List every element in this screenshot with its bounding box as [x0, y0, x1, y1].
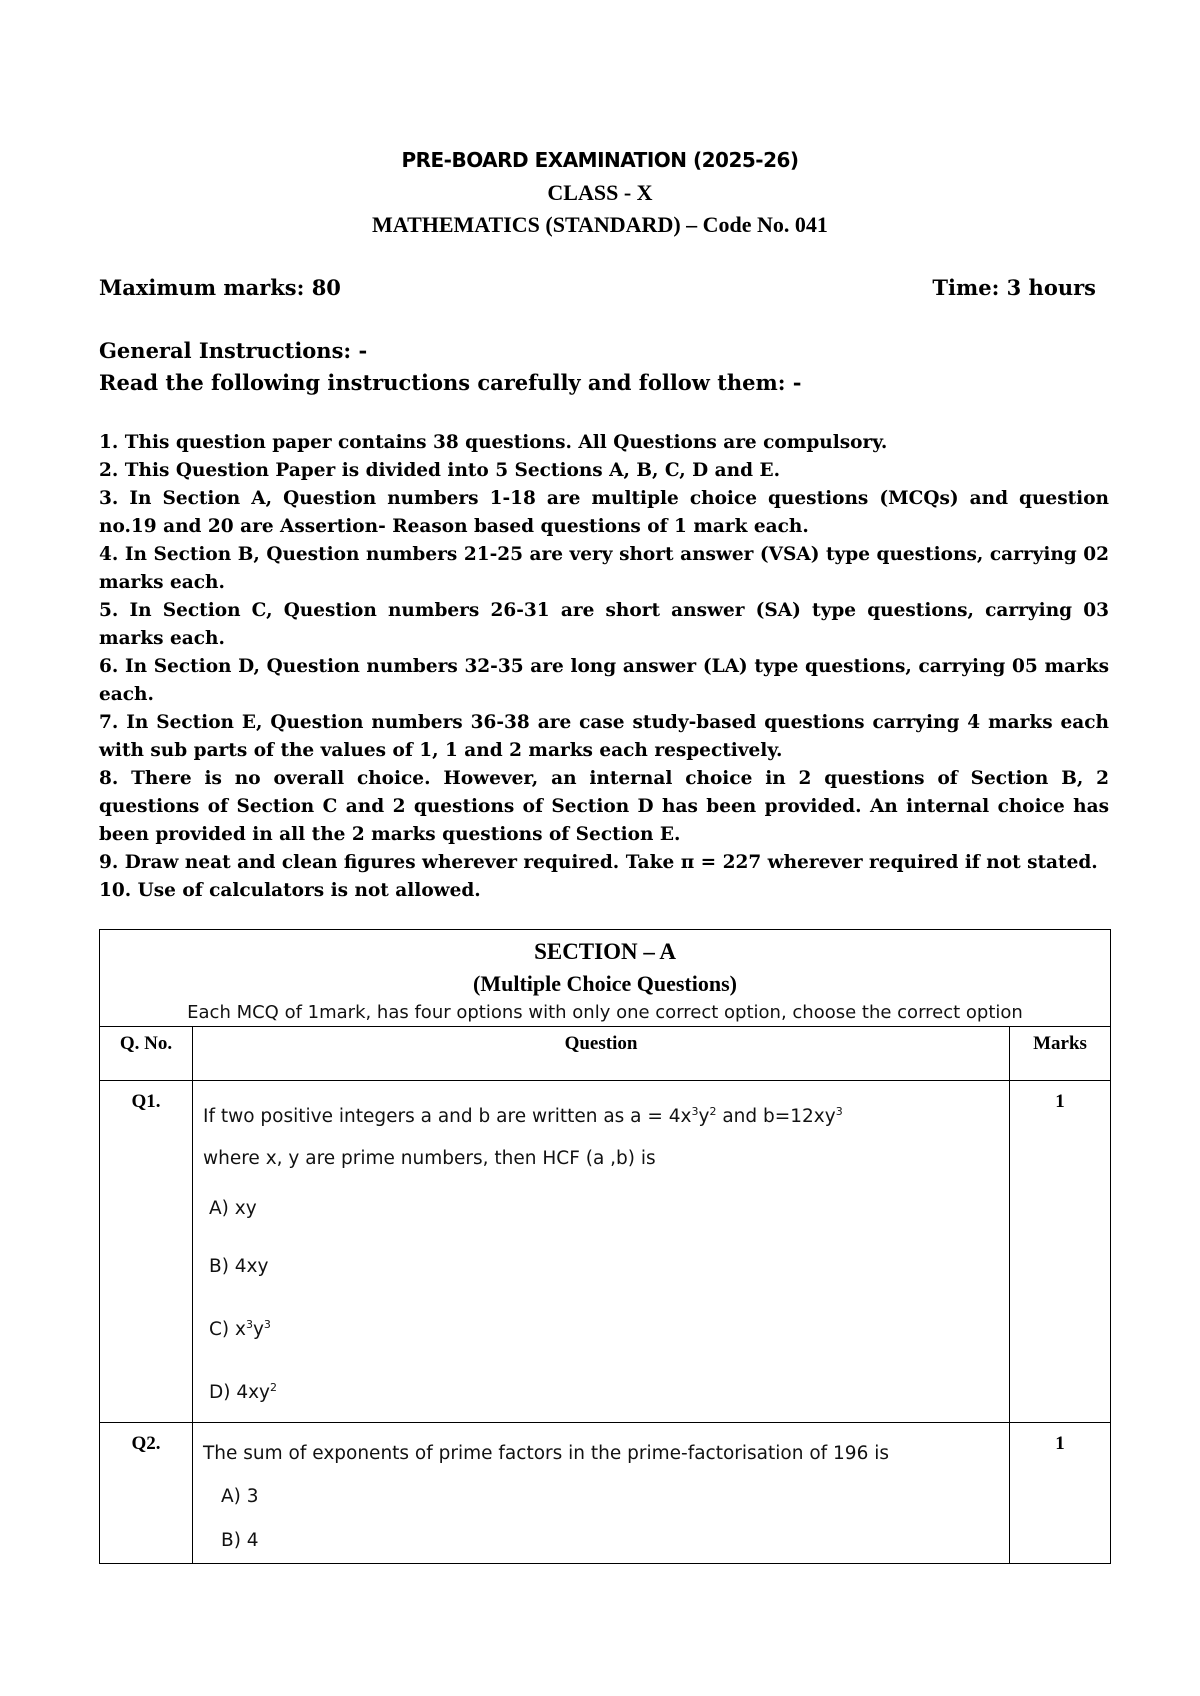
option-c	[203, 1296, 999, 1359]
instruction-item: 9. Draw neat and clean figures wherever required. Take π = 227 wherever required if not stated.	[99, 852, 1098, 873]
subject-title: MATHEMATICS (STANDARD) – Code No. 041	[372, 212, 828, 237]
general-instructions-heading: General Instructions: -	[99, 338, 368, 363]
question-text: The sum of exponents of prime factors in the prime-factorisation of 196 is	[203, 1443, 890, 1464]
question-text-part: and b=12xy	[716, 1106, 836, 1127]
exponent: 2	[270, 1381, 278, 1394]
instructions-subheading: Read the following instructions carefully and follow them: -	[99, 370, 802, 395]
exam-title: PRE-BOARD EXAMINATION (2025-26)	[401, 148, 799, 172]
marks-time-row	[99, 275, 1096, 300]
question-header: Question	[193, 1027, 1010, 1081]
section-note: Each MCQ of 1mark, has four options with only one correct option, choose the correct option	[187, 1002, 1023, 1023]
instruction-item: 8. There is no overall choice. However, an internal choice in 2 questions of Section B, 2 questions of Section C and 2 questions of Section D has been provided. An internal choice has been provided in all the 2 marks questions of Section E.	[99, 768, 1109, 845]
exponent: 3	[245, 1318, 253, 1331]
qno-header: Q. No.	[100, 1027, 193, 1081]
table-row	[100, 1081, 1111, 1423]
question-number: Q2.	[100, 1423, 193, 1564]
exponent: 3	[263, 1318, 271, 1331]
question-text-line2: where x, y are prime numbers, then HCF (a ,b) is	[203, 1148, 656, 1169]
instruction-item: 5. In Section C, Question numbers 26-31 are short answer (SA) type questions, carrying 03 marks each.	[99, 600, 1109, 649]
section-title: SECTION – A	[534, 939, 676, 964]
question-marks: 1	[1010, 1423, 1111, 1564]
exponent: 3	[835, 1105, 843, 1118]
question-text-part: If two positive integers a and b are written as a = 4x	[203, 1106, 692, 1127]
section-subtitle: (Multiple Choice Questions)	[473, 971, 737, 996]
column-header-row	[100, 1027, 1111, 1081]
exponent: 3	[691, 1105, 699, 1118]
question-body	[193, 1081, 1010, 1423]
question-number: Q1.	[100, 1081, 193, 1423]
instruction-item: 1. This question paper contains 38 questions. All Questions are compulsory.	[99, 432, 888, 453]
instructions-list	[99, 429, 1109, 905]
questions-table	[99, 929, 1111, 1564]
instruction-item: 7. In Section E, Question numbers 36-38 are case study-based questions carrying 4 marks each with sub parts of the values of 1, 1 and 2 marks each respectively.	[99, 712, 1109, 761]
instruction-item: 4. In Section B, Question numbers 21-25 are very short answer (VSA) type questions, carrying 02 marks each.	[99, 544, 1109, 593]
option-b: B) 4xy	[209, 1256, 269, 1277]
table-row	[100, 1423, 1111, 1564]
instruction-item: 10. Use of calculators is not allowed.	[99, 880, 481, 901]
question-text	[203, 1091, 999, 1138]
option-a: A) xy	[209, 1198, 257, 1219]
instruction-item: 6. In Section D, Question numbers 32-35 are long answer (LA) type questions, carrying 05 marks each.	[99, 656, 1109, 705]
time-allowed: Time: 3 hours	[932, 275, 1096, 300]
question-text-part: y	[698, 1106, 710, 1127]
class-title: CLASS - X	[547, 180, 653, 205]
question-body	[193, 1423, 1010, 1564]
exponent: 2	[709, 1105, 717, 1118]
section-header-row	[100, 930, 1111, 1027]
option-text-part: y	[252, 1319, 264, 1340]
question-marks: 1	[1010, 1081, 1111, 1423]
maximum-marks: Maximum marks: 80	[99, 275, 341, 300]
instruction-item: 2. This Question Paper is divided into 5 Sections A, B, C, D and E.	[99, 460, 781, 481]
option-d	[203, 1359, 999, 1422]
instruction-item: 3. In Section A, Question numbers 1-18 are multiple choice questions (MCQs) and question no.19 and 20 are Assertion- Reason based questions of 1 mark each.	[99, 488, 1109, 537]
option-text-part: D) 4xy	[209, 1382, 271, 1403]
option-b: B) 4	[221, 1530, 259, 1551]
option-text-part: C) x	[209, 1319, 246, 1340]
section-header-cell	[100, 930, 1111, 1027]
marks-header: Marks	[1010, 1027, 1111, 1081]
option-a: A) 3	[221, 1486, 259, 1507]
